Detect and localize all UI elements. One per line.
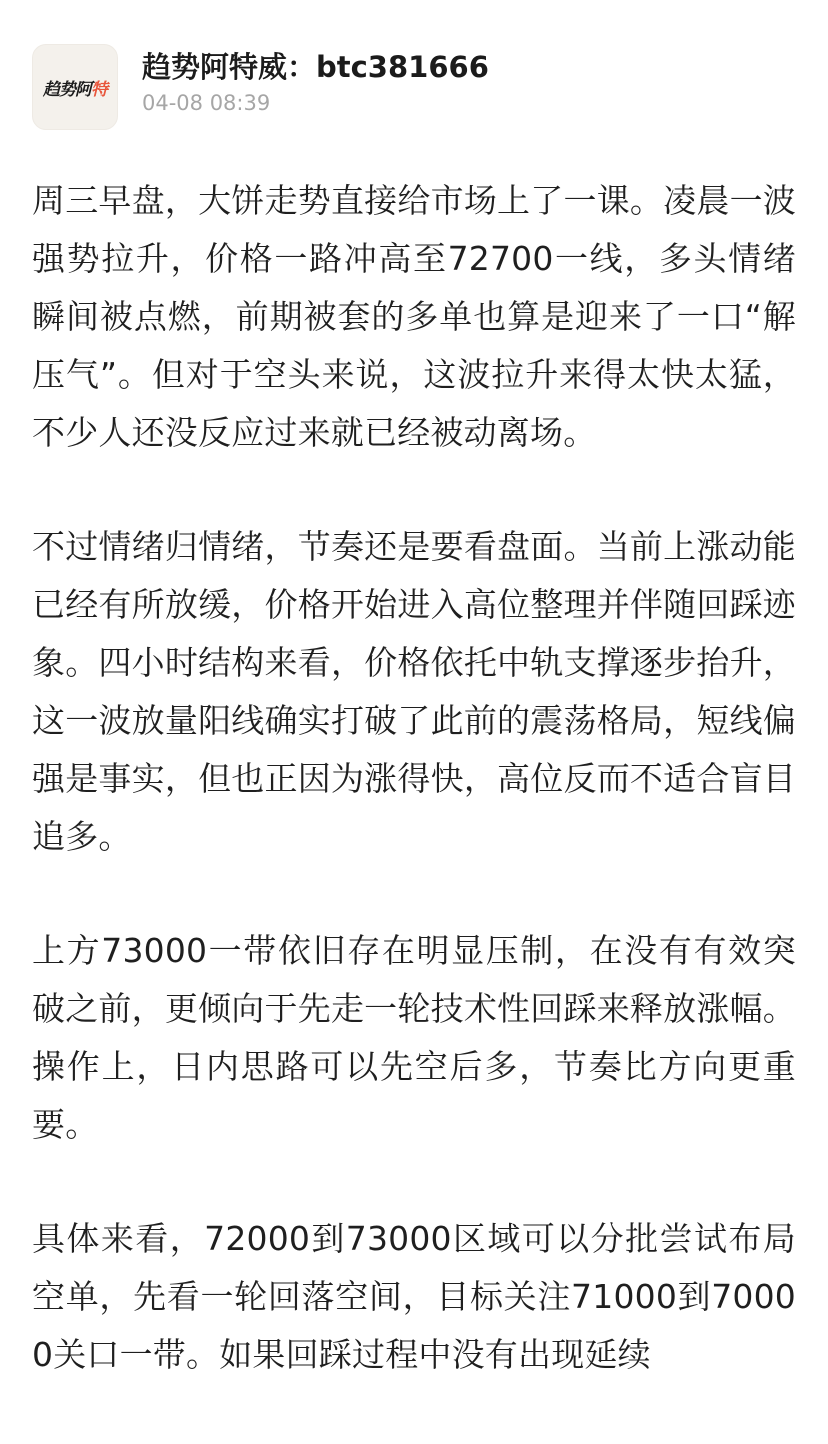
author-name[interactable]: 趋势阿特威：btc381666 xyxy=(142,50,489,84)
article-paragraph-3: 上方73000一带依旧存在明显压制，在没有有效突破之前，更倾向于先走一轮技术性回踩来释放涨幅。操作上，日内思路可以先空后多，节奏比方向更重要。 xyxy=(32,931,796,1144)
post-header xyxy=(32,44,796,136)
article-paragraph-1: 周三早盘，大饼走势直接给市场上了一课。凌晨一波强势拉升，价格一路冲高至72700一线，多头情绪瞬间被点燃，前期被套的多单也算是迎来了一口“解压气”。但对于空头来说，这波拉升来得太快太猛，不少人还没反应过来就已经被动离场。 xyxy=(32,181,796,452)
article-body xyxy=(32,172,796,1440)
post-timestamp: 04-08 08:39 xyxy=(142,91,271,115)
article-paragraph-4: 具体来看，72000到73000区域可以分批尝试布局空单，先看一轮回落空间，目标关注71000到70000关口一带。如果回踩过程中没有出现延续 xyxy=(32,1219,796,1374)
author-block xyxy=(142,44,489,118)
avatar[interactable] xyxy=(32,44,118,130)
avatar-logo-text: 趋势阿特 xyxy=(43,79,107,100)
article-paragraph-2: 不过情绪归情绪，节奏还是要看盘面。当前上涨动能已经有所放缓，价格开始进入高位整理并伴随回踩迹象。四小时结构来看，价格依托中轨支撑逐步抬升，这一波放量阳线确实打破了此前的震荡格局，短线偏强是事实，但也正因为涨得快，高位反而不适合盲目追多。 xyxy=(32,527,796,856)
